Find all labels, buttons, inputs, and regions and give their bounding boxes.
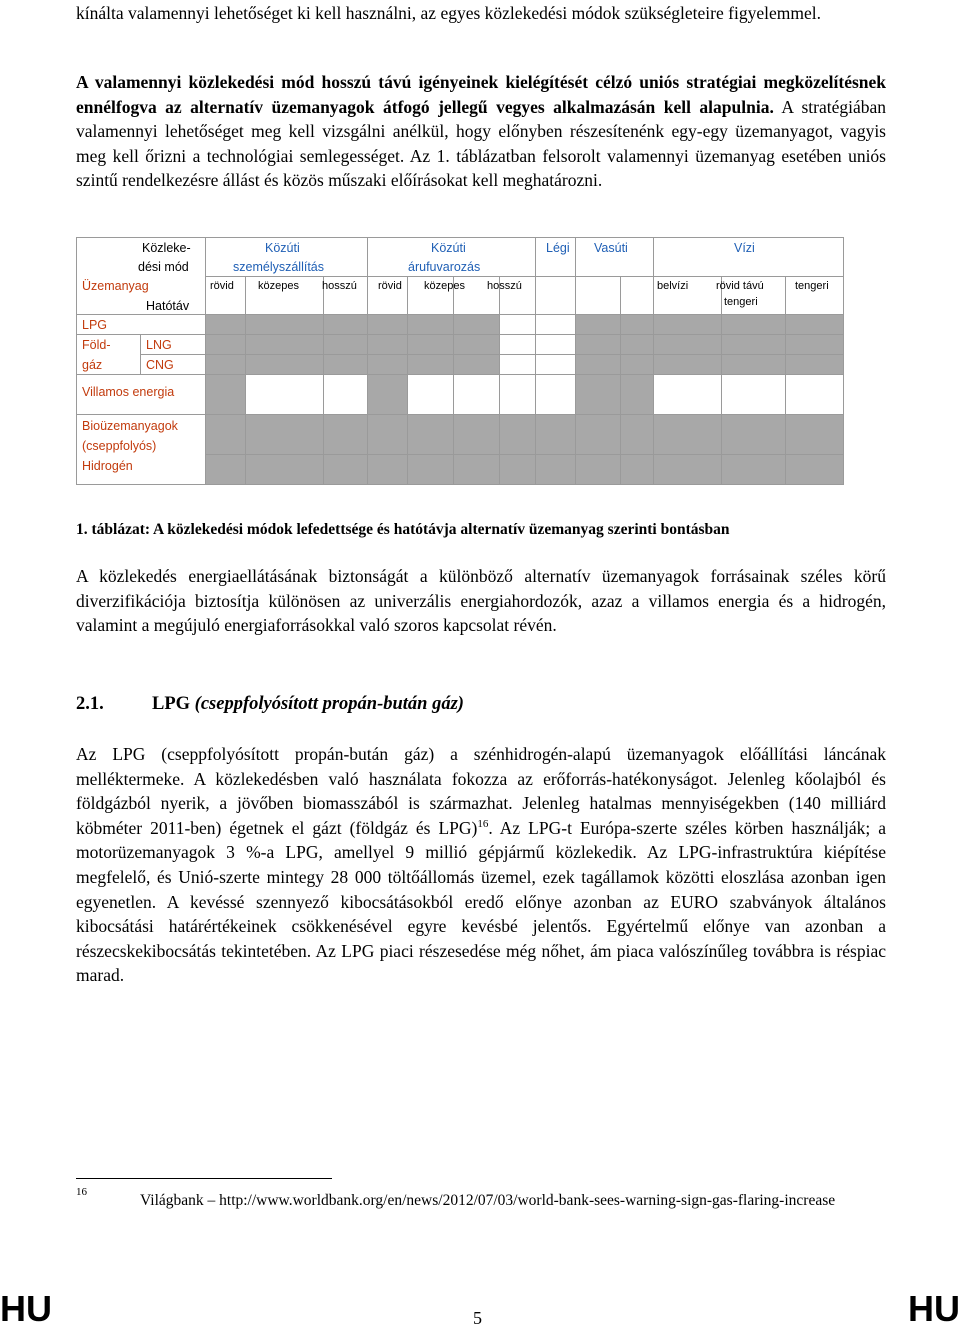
footnote-separator: [76, 1178, 332, 1179]
table-cell: [246, 315, 324, 335]
table-cell: [654, 315, 722, 335]
table-cell: [536, 415, 576, 455]
table-cell: [536, 335, 576, 355]
range-short-1: rövid: [210, 280, 234, 292]
table-cell: [454, 355, 500, 375]
table-cell: [786, 355, 844, 375]
table-cell: [654, 355, 722, 375]
section-title-a: LPG: [152, 694, 195, 714]
table-cell: [408, 355, 454, 375]
table-cell: [500, 355, 536, 375]
table-cell: [206, 335, 246, 355]
table-cell: [454, 415, 500, 455]
table-cell: [324, 415, 368, 455]
range-medium-1: közepes: [258, 280, 299, 292]
paragraph-intro: kínálta valamennyi lehetőséget ki kell használni, az egyes közlekedési módok szükségleteire figyelemmel.: [76, 3, 821, 23]
table-cell: [654, 375, 722, 415]
table-cell: [368, 415, 408, 455]
fuel-biofuels-1: Bioüzemanyagok: [82, 419, 178, 433]
corner-label-mode-2: dési mód: [138, 260, 189, 274]
table-cell: [786, 315, 844, 335]
table-cell: [408, 375, 454, 415]
table-cell: [500, 335, 536, 355]
table-cell: [206, 375, 246, 415]
footnote-ref[interactable]: 16: [477, 817, 489, 830]
table-cell: [621, 375, 654, 415]
table-header-range: [621, 277, 654, 315]
table-cell: [786, 375, 844, 415]
table-cell: [206, 415, 246, 455]
table-cell: [722, 415, 786, 455]
range-maritime: tengeri: [795, 280, 829, 292]
mode-road-passenger-1: Közúti: [265, 241, 300, 255]
table-cell: [206, 455, 246, 485]
table-caption: 1. táblázat: A közlekedési módok lefedettsége és hatótávja alternatív üzemanyag szerinti bontásban: [76, 521, 730, 538]
fuel-cng: CNG: [146, 358, 174, 372]
table-cell: [324, 455, 368, 485]
table-cell: [368, 375, 408, 415]
mode-road-freight-1: Közúti: [431, 241, 466, 255]
paragraph-strategy-bold: A valamennyi közlekedési mód hosszú távú igényeinek kielégítését célzó uniós stratégiai megközelítésnek ennélfogva az alternatív üzemanyagok átfogó jellegű vegyes alkalmazásán kell alapulnia.: [76, 72, 886, 117]
table-cell: [324, 335, 368, 355]
table-cell: [246, 455, 324, 485]
table-cell: [722, 355, 786, 375]
table-cell: [576, 315, 621, 335]
table-cell: [408, 335, 454, 355]
mode-road-freight-2: árufuvarozás: [408, 260, 481, 274]
language-code-left: HU: [0, 1288, 52, 1329]
table-cell: [576, 375, 621, 415]
table-cell: [722, 455, 786, 485]
table-cell: [722, 375, 786, 415]
mode-water: Vízi: [734, 241, 755, 255]
table-cell: [246, 355, 324, 375]
fuel-lng: LNG: [146, 338, 172, 352]
fuel-natural-gas-2: gáz: [82, 358, 103, 372]
table-cell: [206, 315, 246, 335]
table-cell: [408, 315, 454, 335]
corner-label-mode-1: Közleke-: [142, 241, 191, 255]
table-cell: [246, 335, 324, 355]
table-cell: [786, 335, 844, 355]
table-cell: [500, 375, 536, 415]
range-short-2: rövid: [378, 280, 402, 292]
table-header-range: [576, 277, 621, 315]
table-cell: [576, 415, 621, 455]
table-cell: [621, 315, 654, 335]
corner-label-fuel: Üzemanyag: [82, 279, 149, 293]
table-cell: [621, 415, 654, 455]
table-cell: [368, 455, 408, 485]
table-cell: [786, 455, 844, 485]
mode-rail: Vasúti: [594, 241, 628, 255]
fuel-natural-gas-1: Föld-: [82, 338, 111, 352]
paragraph-strategy: [76, 70, 886, 193]
table-header-range: [536, 277, 576, 315]
table-cell: [576, 355, 621, 375]
section-number: 2.1.: [76, 694, 104, 714]
table-cell: [536, 355, 576, 375]
table-cell: [576, 335, 621, 355]
range-long-1: hosszú: [322, 280, 357, 292]
table-cell: [408, 415, 454, 455]
table-cell: [368, 355, 408, 375]
paragraph-lpg-a: Az LPG (cseppfolyósított propán-bután gáz) a szénhidrogén-alapú üzemanyagok előállítási láncának melléktermeke. A közlekedésben való használata fokozza az erőforrás-hatékonyságot. Jelenleg kőolajból és földgázból nyerik, a jövőben biomasszából is származhat. Jelenleg hatalmas mennyiségekben (140 milliárd köbméter 2011-ben) égetnek el gázt (földgáz és LPG): [76, 744, 886, 838]
range-short-sea-1: rövid távú: [716, 280, 764, 292]
table-cell: [621, 355, 654, 375]
fuel-biofuels-2: (cseppfolyós): [82, 439, 157, 453]
table-cell: [621, 335, 654, 355]
table-cell: [621, 455, 654, 485]
fuel-coverage-table: [76, 237, 844, 485]
range-medium-2: közepes: [424, 280, 465, 292]
table-cell: [246, 375, 324, 415]
table-cell: [654, 415, 722, 455]
table-cell: [454, 335, 500, 355]
table-cell: [324, 355, 368, 375]
range-short-sea-2: tengeri: [724, 296, 758, 308]
mode-road-passenger-2: személyszállítás: [233, 260, 324, 274]
table-cell: [246, 415, 324, 455]
paragraph-lpg: [76, 742, 886, 988]
table-cell: [454, 455, 500, 485]
table-cell: [536, 315, 576, 335]
fuel-electricity: Villamos energia: [82, 385, 175, 399]
fuel-hydrogen: Hidrogén: [82, 459, 133, 473]
fuel-lpg: LPG: [82, 318, 108, 332]
table-cell: [722, 335, 786, 355]
range-inland: belvízi: [657, 280, 689, 292]
section-heading: [76, 694, 464, 715]
table-cell: [324, 375, 368, 415]
table-cell: [500, 315, 536, 335]
section-title-b: (cseppfolyósított propán-bután gáz): [194, 694, 464, 714]
table-cell: [654, 455, 722, 485]
footnote-number: 16: [76, 1186, 87, 1198]
table-cell: [408, 455, 454, 485]
paragraph-strategy-rest: A stratégiában valamennyi lehetőséget meg kell vizsgálni anélkül, hogy előnyben részesítenénk egy-egy üzemanyagot, vagyis meg kell őrizni a technológiai semlegességet. Az 1. táblázatban felsorolt valamennyi üzemanyag esetében uniós szintű rendelkezésre állást és közös műszaki előírásokat kell meghatározni.: [76, 96, 886, 191]
page-number: 5: [473, 1308, 482, 1328]
table-cell: [722, 315, 786, 335]
footnote-text: Világbank – http://www.worldbank.org/en/news/2012/07/03/world-bank-sees-warning-sign-gas-flaring-increase: [140, 1192, 836, 1209]
table-cell: [454, 375, 500, 415]
table-cell: [536, 455, 576, 485]
table-cell: [786, 415, 844, 455]
table-cell: [324, 315, 368, 335]
table-cell: [368, 335, 408, 355]
table-cell: [206, 355, 246, 375]
paragraph-lpg-b: . Az LPG-t Európa-szerte széles körben használják; a motorüzemanyagok 3 %-a LPG, amellyel 9 millió gépjármű közlekedik. Az LPG-infrastruktúra kiépítése megfelelő, és Unió-szerte mintegy 28 000 töltőállomás üzemel, ezek tagállamok közötti eloszlása azonban igen egyenetlen. A kevéssé szennyező kibocsátásokból eredő előnye azonban az EURO szabványok általános kibocsátási határértékeinek csökkenésével egyre kevésbé jelentős. Egyértelmű előnye van azonban a részecskekibocsátás tekintetében. Az LPG piaci részesedése még nőhet, ám piaca valószínűleg továbbra is réspiac marad.: [76, 817, 886, 986]
mode-air: Légi: [546, 241, 570, 255]
table-cell: [368, 315, 408, 335]
table-cell: [454, 315, 500, 335]
table-cell: [576, 455, 621, 485]
table-cell: [654, 335, 722, 355]
table-cell: [536, 375, 576, 415]
language-code-right: HU: [908, 1288, 960, 1329]
corner-label-range: Hatótáv: [146, 299, 190, 313]
table-cell: [500, 455, 536, 485]
paragraph-energy-security: A közlekedés energiaellátásának biztonságát a különböző alternatív üzemanyagok forrásainak széles körű diverzifikációja biztosítja különösen az univerzális energiahordozók, azaz a villamos energia és a hidrogén, valamint a megújuló energiaforrásokkal való szoros kapcsolat révén.: [76, 566, 886, 636]
range-long-2: hosszú: [487, 280, 522, 292]
table-cell: [500, 415, 536, 455]
